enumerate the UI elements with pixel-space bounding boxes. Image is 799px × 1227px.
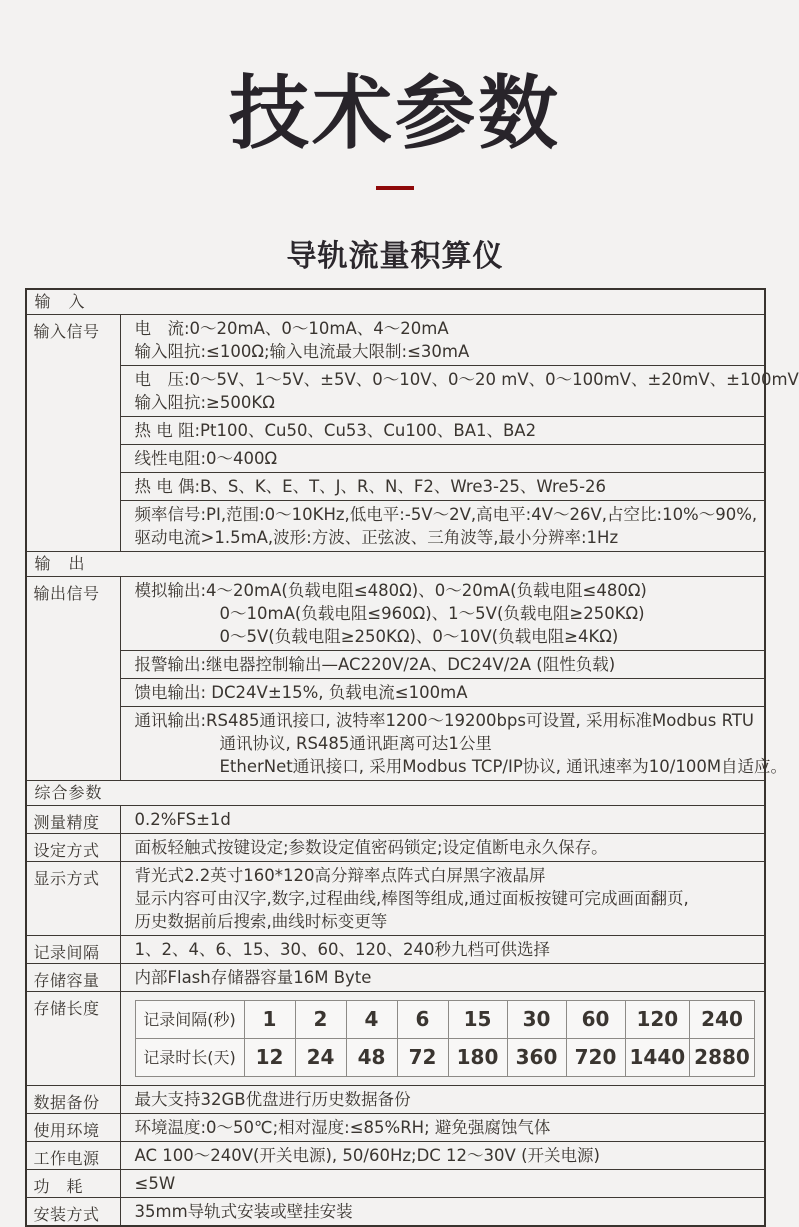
value-line: 面板轻触式按键设定;参数设定值密码锁定;设定值断电永久保存。 xyxy=(134,838,608,857)
section-label: 输 入 xyxy=(34,292,86,311)
storage-row-label: 记录间隔(秒) xyxy=(135,1001,244,1039)
value-line: EtherNet通讯接口, 采用Modbus TCP/IP协议, 通讯速率为10/100M自适应。 xyxy=(219,757,788,776)
red-divider xyxy=(376,186,414,190)
row-value xyxy=(121,1142,764,1169)
subrow-value xyxy=(121,650,764,678)
subrow-value xyxy=(121,315,764,365)
section-label: 输 出 xyxy=(34,554,86,573)
row-value xyxy=(121,1170,764,1197)
section-row xyxy=(27,290,764,314)
value-line: 内部Flash存储器容量16M Byte xyxy=(134,968,372,987)
subrow-value xyxy=(121,472,764,500)
value-line: 馈电输出: DC24V±15%, 负载电流≤100mA xyxy=(134,683,468,702)
page-header xyxy=(0,0,790,274)
section-row xyxy=(27,551,764,576)
row-label: 功 耗 xyxy=(27,1170,121,1197)
value-line: 0～10mA(负载电阻≤960Ω)、1～5V(负载电阻≥250KΩ) xyxy=(219,604,645,623)
storage-cell: 2880 xyxy=(690,1039,755,1077)
page-title: 技术参数 xyxy=(229,67,561,160)
storage-cell: 12 xyxy=(244,1039,295,1077)
storage-cell: 30 xyxy=(507,1001,566,1039)
value-line: 电 压:0～5V、1～5V、±5V、0～10V、0～20 mV、0～100mV、±20mV、±100mV xyxy=(134,370,799,389)
product-subtitle: 导轨流量积算仪 xyxy=(286,239,504,274)
table-row xyxy=(27,935,764,963)
value-line: 最大支持32GB优盘进行历史数据备份 xyxy=(134,1090,411,1109)
storage-row-label: 记录时长(天) xyxy=(135,1039,244,1077)
table-row xyxy=(27,805,764,833)
storage-cell: 1 xyxy=(244,1001,295,1039)
value-line: 环境温度:0～50℃;相对湿度:≤85%RH; 避免强腐蚀气体 xyxy=(134,1118,551,1137)
value-line: 输入阻抗:≥500KΩ xyxy=(134,393,275,412)
section-row xyxy=(27,780,764,805)
value-line: 线性电阻:0～400Ω xyxy=(134,449,278,468)
value-line: 通讯协议, RS485通讯距离可达1公里 xyxy=(219,734,492,753)
subrow-stack xyxy=(121,577,788,780)
row-label: 存储容量 xyxy=(27,964,121,991)
value-line: 显示内容可由汉字,数字,过程曲线,棒图等组成,通过面板按键可完成画面翻页, xyxy=(134,889,689,908)
row-label: 测量精度 xyxy=(27,806,121,833)
row-label: 设定方式 xyxy=(27,834,121,861)
storage-cell: 4 xyxy=(346,1001,397,1039)
spec-table xyxy=(25,288,799,1227)
storage-cell: 240 xyxy=(690,1001,755,1039)
table-row xyxy=(27,576,788,780)
subrow-value xyxy=(121,365,799,416)
storage-cell: 6 xyxy=(397,1001,448,1039)
subrow-value xyxy=(121,444,764,472)
row-label: 记录间隔 xyxy=(27,936,121,963)
row-value xyxy=(121,936,764,963)
storage-table xyxy=(135,1000,755,1077)
storage-cell: 1440 xyxy=(625,1039,690,1077)
table-row xyxy=(27,1113,764,1141)
table-row xyxy=(27,963,764,991)
storage-cell: 48 xyxy=(346,1039,397,1077)
row-value xyxy=(121,992,764,1085)
value-line: 报警输出:继电器控制输出—AC220V/2A、DC24V/2A (阻性负载) xyxy=(134,655,616,674)
value-line: 35mm导轨式安装或壁挂安装 xyxy=(134,1202,353,1221)
value-line: 频率信号:PI,范围:0～10KHz,低电平:-5V～2V,高电平:4V～26V,占空比:10%～90%, xyxy=(134,505,758,524)
value-line: 输入阻抗:≤100Ω;输入电流最大限制:≤30mA xyxy=(134,342,470,361)
value-line: 驱动电流>1.5mA,波形:方波、正弦波、三角波等,最小分辨率:1Hz xyxy=(134,528,619,547)
row-value xyxy=(121,834,764,861)
storage-row xyxy=(135,1001,754,1039)
value-line: 1、2、4、6、15、30、60、120、240秒九档可供选择 xyxy=(134,940,550,959)
value-line: 背光式2.2英寸160*120高分辩率点阵式白屏黑字液晶屏 xyxy=(134,866,546,885)
value-line: 模拟输出:4～20mA(负载电阻≤480Ω)、0～20mA(负载电阻≤480Ω) xyxy=(134,581,647,600)
table-row xyxy=(27,1197,764,1225)
row-label: 输出信号 xyxy=(27,577,121,780)
table-row xyxy=(27,861,764,935)
row-value xyxy=(121,862,764,935)
value-line: 0.2%FS±1d xyxy=(134,810,231,829)
value-line: 热 电 阻:Pt100、Cu50、Cu53、Cu100、BA1、BA2 xyxy=(134,421,537,440)
storage-cell: 60 xyxy=(566,1001,625,1039)
subrow-value xyxy=(121,577,764,650)
row-label: 存储长度 xyxy=(27,992,121,1085)
table-row xyxy=(27,991,764,1085)
row-value xyxy=(121,1198,764,1225)
value-line: ≤5W xyxy=(134,1174,176,1193)
storage-row xyxy=(135,1039,754,1077)
row-label: 工作电源 xyxy=(27,1142,121,1169)
row-label: 数据备份 xyxy=(27,1086,121,1113)
storage-cell: 24 xyxy=(295,1039,346,1077)
row-value xyxy=(121,1114,764,1141)
table-row xyxy=(27,833,764,861)
storage-cell: 120 xyxy=(625,1001,690,1039)
value-line: 通讯输出:RS485通讯接口, 波特率1200～19200bps可设置, 采用标准Modbus RTU xyxy=(134,711,754,730)
table-row xyxy=(27,314,799,551)
storage-cell: 72 xyxy=(397,1039,448,1077)
row-value xyxy=(121,806,764,833)
value-line: 0～5V(负载电阻≥250KΩ)、0～10V(负载电阻≥4KΩ) xyxy=(219,627,619,646)
subrow-value xyxy=(121,678,764,706)
table-row xyxy=(27,1169,764,1197)
subrow-value xyxy=(121,416,764,444)
row-value xyxy=(121,1086,764,1113)
row-label: 显示方式 xyxy=(27,862,121,935)
value-line: 热 电 偶:B、S、K、E、T、J、R、N、F2、Wre3-25、Wre5-26 xyxy=(134,477,607,496)
storage-cell: 180 xyxy=(448,1039,507,1077)
subrow-value xyxy=(121,500,764,551)
storage-cell: 15 xyxy=(448,1001,507,1039)
value-line: 历史数据前后搜索,曲线时标变更等 xyxy=(134,912,388,931)
row-label: 使用环境 xyxy=(27,1114,121,1141)
subrow-stack xyxy=(121,315,799,551)
section-label: 综合参数 xyxy=(34,783,103,802)
storage-cell: 720 xyxy=(566,1039,625,1077)
storage-cell: 2 xyxy=(295,1001,346,1039)
value-line: AC 100～240V(开关电源), 50/60Hz;DC 12～30V (开关电源) xyxy=(134,1146,600,1165)
value-line: 电 流:0～20mA、0～10mA、4～20mA xyxy=(134,319,449,338)
table-row xyxy=(27,1141,764,1169)
table-row xyxy=(27,1085,764,1113)
row-label: 安装方式 xyxy=(27,1198,121,1225)
row-value xyxy=(121,964,764,991)
row-label: 输入信号 xyxy=(27,315,121,551)
subrow-value xyxy=(121,706,788,780)
storage-cell: 360 xyxy=(507,1039,566,1077)
